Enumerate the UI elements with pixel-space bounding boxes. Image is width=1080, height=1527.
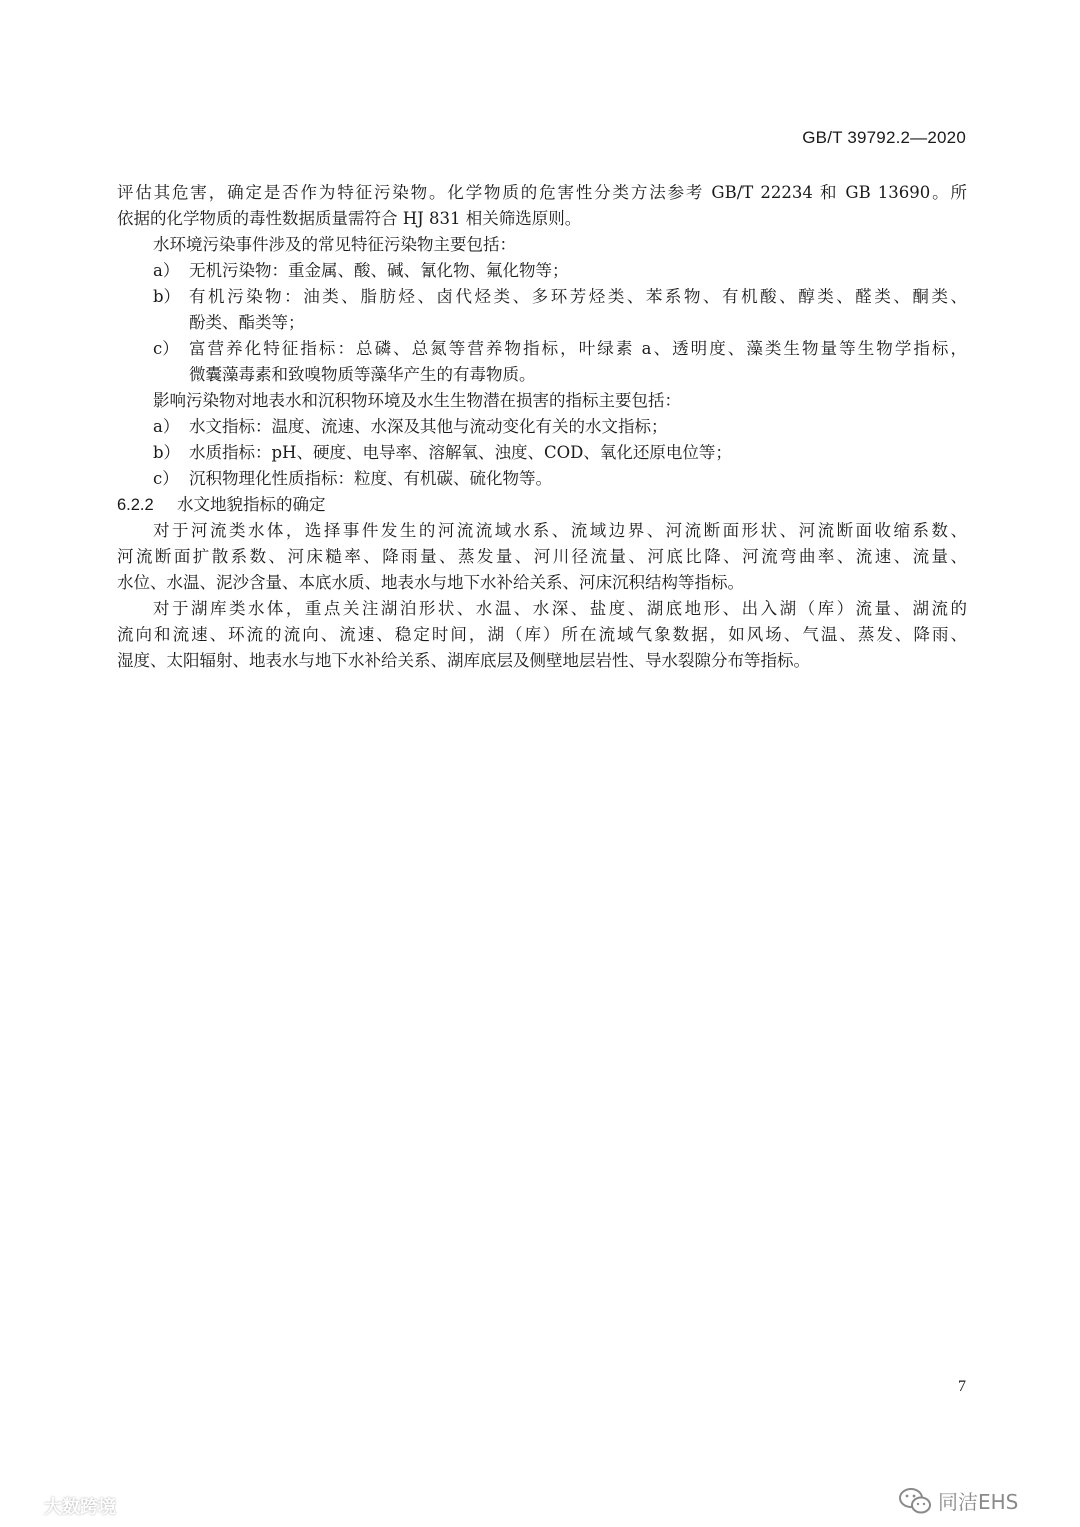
list-item-label: c） (153, 469, 179, 488)
list-item (117, 258, 967, 284)
list-item-text: 酚类、酯类等； (189, 313, 305, 332)
watermark-left (6, 1493, 116, 1519)
list-item-text: 有机污染物：油类、脂肪烃、卤代烃类、多环芳烃类、苯系物、有机酸、醇类、醛类、酮类、 (189, 287, 967, 306)
list-item-label: b） (153, 287, 181, 306)
paragraph-4 (117, 518, 967, 596)
paragraph-5 (117, 596, 967, 674)
standard-code: GB/T 39792.2—2020 (802, 128, 966, 147)
list-item-text: 微囊藻毒素和致嗅物质等藻华产生的有毒物质。 (189, 365, 536, 384)
paragraph-line: 依据的化学物质的毒性数据质量需符合 HJ 831 相关筛选原则。 (117, 209, 582, 228)
list-item-label: c） (153, 339, 179, 358)
list-item-label: a） (153, 417, 180, 436)
paragraph-2: 水环境污染事件涉及的常见特征污染物主要包括： (153, 235, 516, 254)
list-item-text: 水文指标：温度、流速、水深及其他与流动变化有关的水文指标； (189, 417, 668, 436)
watermark-right (898, 1486, 1018, 1515)
dashuju-logo-icon (6, 1495, 40, 1517)
list-item-text: 无机污染物：重金属、酸、碱、氰化物、氟化物等； (189, 261, 569, 280)
list-item-text: 富营养化特征指标：总磷、总氮等营养物指标，叶绿素 a、透明度、藻类生物量等生物学指标， (189, 339, 967, 358)
list-item (117, 284, 967, 336)
section-number: 6.2.2 (117, 496, 154, 514)
document-body (117, 180, 967, 674)
list-item (117, 466, 967, 492)
paragraph-line: 流向和流速、环流的流向、流速、稳定时间，湖（库）所在流域气象数据，如风场、气温、蒸发、降雨、 (117, 625, 967, 644)
paragraph-line: 河流断面扩散系数、河床糙率、降雨量、蒸发量、河川径流量、河底比降、河流弯曲率、流速、流量、 (117, 547, 967, 566)
list-item-label: a） (153, 261, 180, 280)
list-item (117, 414, 967, 440)
list-item (117, 336, 967, 388)
page-number: 7 (958, 1378, 966, 1395)
paragraph-line: 对于湖库类水体，重点关注湖泊形状、水温、水深、盐度、湖底地形、出入湖（库）流量、湖流的 (153, 599, 967, 618)
paragraph-line: 对于河流类水体，选择事件发生的河流流域水系、流域边界、河流断面形状、河流断面收缩系数、 (153, 521, 967, 540)
list-item-text: 水质指标：pH、硬度、电导率、溶解氧、浊度、COD、氧化还原电位等； (189, 443, 732, 462)
wechat-icon (898, 1487, 932, 1515)
paragraph-line: 评估其危害，确定是否作为特征污染物。化学物质的危害性分类方法参考 GB/T 22234 和 GB 13690。所 (117, 183, 967, 202)
pollutant-list (117, 258, 967, 388)
list-item-label: b） (153, 443, 181, 462)
list-item-text: 沉积物理化性质指标：粒度、有机碳、硫化物等。 (189, 469, 552, 488)
paragraph-1 (117, 180, 967, 232)
paragraph-line: 湿度、太阳辐射、地表水与地下水补给关系、湖库底层及侧壁地层岩性、导水裂隙分布等指标。 (117, 651, 810, 670)
paragraph-line: 水位、水温、泥沙含量、本底水质、地表水与地下水补给关系、河床沉积结构等指标。 (117, 573, 744, 592)
watermark-left-text: 大数跨境 (44, 1497, 116, 1518)
list-item (117, 440, 967, 466)
indicator-list (117, 414, 967, 492)
section-heading (117, 492, 967, 518)
section-title: 水文地貌指标的确定 (177, 495, 326, 514)
watermark-right-text: 同洁EHS (938, 1490, 1019, 1514)
paragraph-3: 影响污染物对地表水和沉积物环境及水生生物潜在损害的指标主要包括： (153, 391, 681, 410)
